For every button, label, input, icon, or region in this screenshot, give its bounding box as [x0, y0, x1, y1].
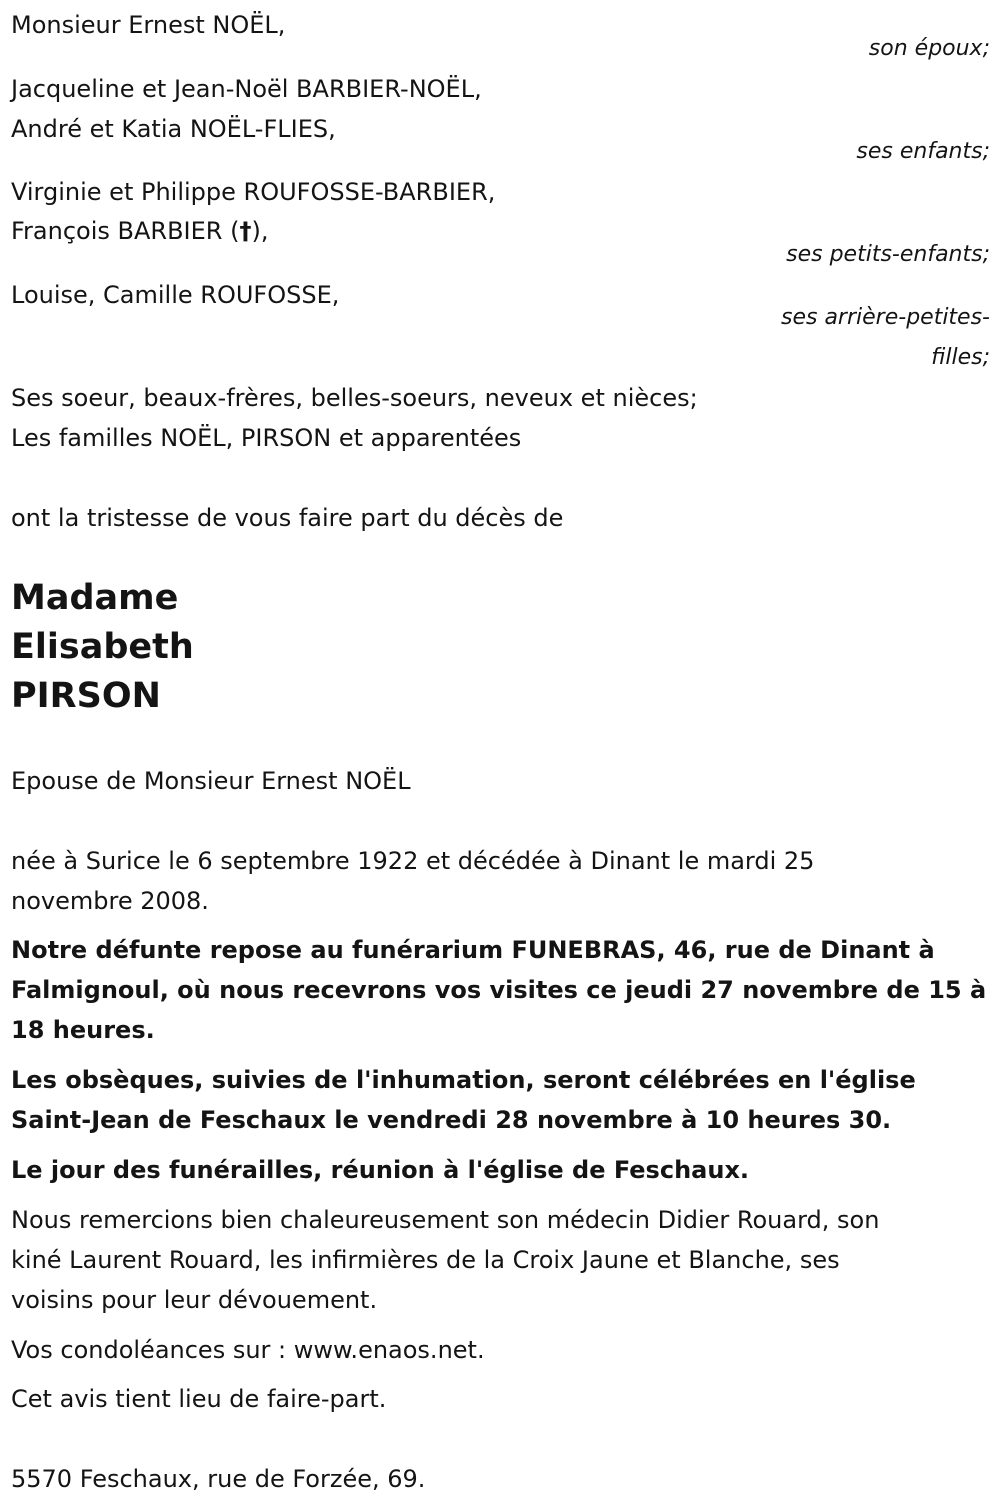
child-name-1: Jacqueline et Jean-Noël BARBIER-NOËL,: [11, 75, 482, 103]
condolences-line: Vos condoléances sur : www.enaos.net.: [11, 1336, 485, 1364]
grandchild-name-2-text: François BARBIER (: [11, 217, 240, 245]
great-grandchildren-relation-1: ses arrière-petites-: [781, 305, 990, 330]
deceased-spouse-line: Epouse de Monsieur Ernest NOËL: [11, 767, 411, 795]
other-relatives: Ses soeur, beaux-frères, belles-soeurs, neveux et nièces;: [11, 384, 698, 412]
funerarium-line-1: Notre défunte repose au funérarium FUNEBRAS, 46, rue de Dinant à: [11, 936, 935, 964]
thanks-line-1: Nous remercions bien chaleureusement son médecin Didier Rouard, son: [11, 1206, 880, 1234]
grandchild-name-1: Virginie et Philippe ROUFOSSE-BARBIER,: [11, 178, 496, 206]
deceased-title: Madame: [11, 578, 179, 618]
deceased-last-name: PIRSON: [11, 676, 161, 716]
spouse-relation: son époux;: [868, 36, 990, 61]
gathering-line: Le jour des funérailles, réunion à l'église de Feschaux.: [11, 1156, 750, 1184]
cross-icon: †: [239, 217, 252, 245]
great-grandchildren-names: Louise, Camille ROUFOSSE,: [11, 281, 340, 309]
great-grandchildren-relation-2: filles;: [931, 345, 990, 370]
ceremony-line-2: Saint-Jean de Feschaux le vendredi 28 novembre à 10 heures 30.: [11, 1106, 892, 1134]
other-families: Les familles NOËL, PIRSON et apparentées: [11, 424, 522, 452]
grandchild-name-2-end: ),: [251, 217, 269, 245]
birth-death-line-1: née à Surice le 6 septembre 1922 et décédée à Dinant le mardi 25: [11, 847, 815, 875]
birth-death-line-2: novembre 2008.: [11, 887, 209, 915]
grandchild-name-2: [11, 216, 268, 246]
deceased-first-name: Elisabeth: [11, 627, 194, 667]
thanks-line-3: voisins pour leur dévouement.: [11, 1286, 378, 1314]
spouse-name: Monsieur Ernest NOËL,: [11, 11, 286, 39]
address-line: 5570 Feschaux, rue de Forzée, 69.: [11, 1465, 426, 1493]
child-name-2: André et Katia NOËL-FLIES,: [11, 115, 336, 143]
grandchildren-relation: ses petits-enfants;: [786, 242, 990, 267]
children-relation: ses enfants;: [856, 139, 990, 164]
ceremony-line-1: Les obsèques, suivies de l'inhumation, seront célébrées en l'église: [11, 1066, 916, 1094]
notice-line: Cet avis tient lieu de faire-part.: [11, 1385, 387, 1413]
funerarium-line-2: Falmignoul, où nous recevrons vos visites ce jeudi 27 novembre de 15 à: [11, 976, 987, 1004]
announcement: ont la tristesse de vous faire part du décès de: [11, 504, 564, 532]
thanks-line-2: kiné Laurent Rouard, les infirmières de la Croix Jaune et Blanche, ses: [11, 1246, 840, 1274]
funerarium-line-3: 18 heures.: [11, 1016, 155, 1044]
